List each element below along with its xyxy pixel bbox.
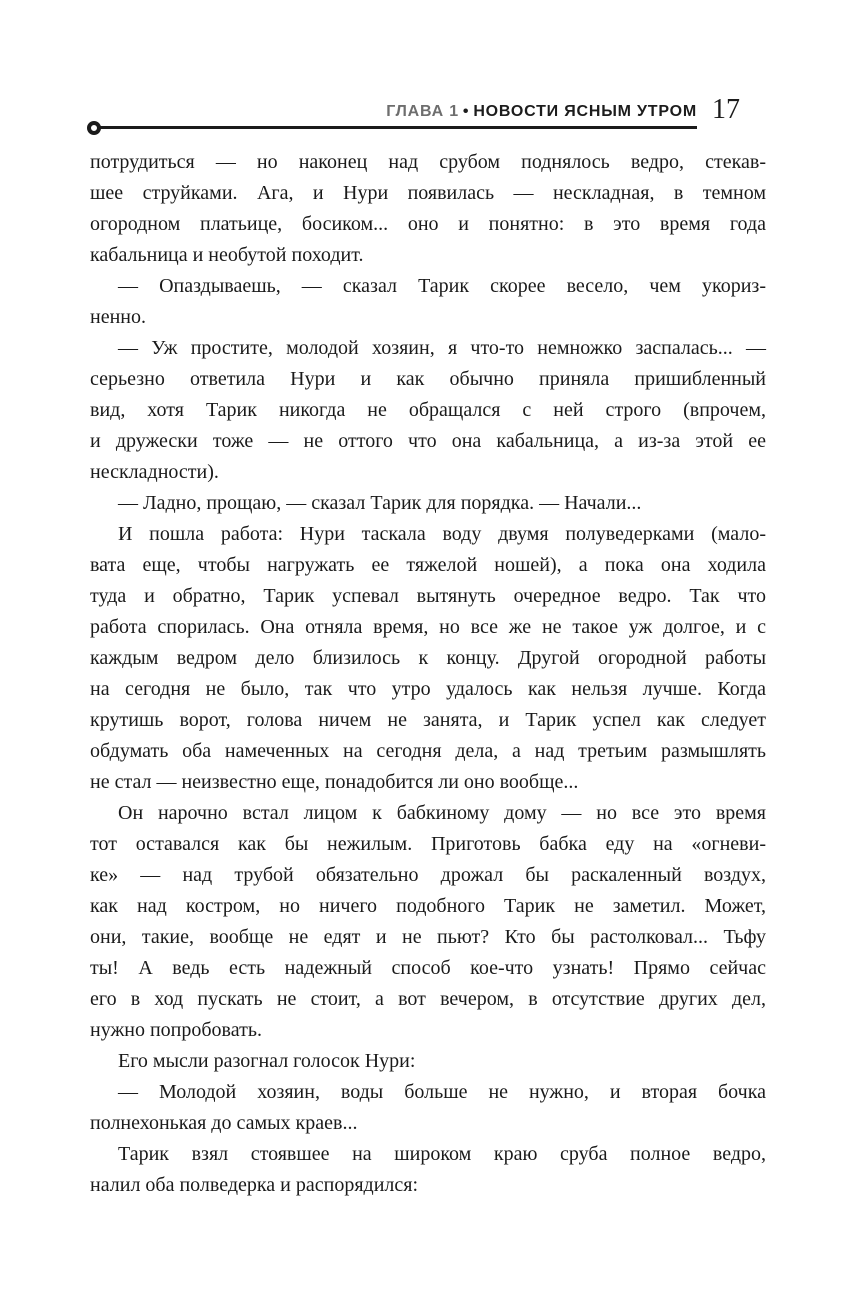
paragraph [90, 147, 766, 271]
text-line: потрудиться — но наконец над срубом поднялось ведро, стекав- [90, 151, 766, 173]
paragraph [90, 488, 766, 519]
text-line: серьезно ответила Нури и как обычно приняла пришибленный [90, 368, 766, 390]
text-line: вид, хотя Тарик никогда не обращался с ней строго (впрочем, [90, 399, 766, 421]
running-head [90, 0, 766, 130]
text-line: нескладности). [90, 461, 219, 483]
text-line: туда и обратно, Тарик успевал вытянуть очередное ведро. Так что [90, 585, 766, 607]
text-line: работа спорилась. Она отняла время, но все же не такое уж долгое, и с [90, 616, 766, 638]
paragraph [90, 1139, 766, 1201]
text-line: как над костром, но ничего подобного Тарик не заметил. Может, [90, 895, 766, 917]
text-line: — Ладно, прощаю, — сказал Тарик для порядка. — Начали... [118, 492, 642, 514]
text-line: вата еще, чтобы нагружать ее тяжелой ношей), а пока она ходила [90, 554, 766, 576]
text-line: Он нарочно встал лицом к бабкиному дому — но все это время [118, 802, 766, 824]
text-line: налил оба полведерка и распорядился: [90, 1174, 419, 1196]
chapter-label: ГЛАВА 1 [386, 103, 459, 120]
paragraph [90, 271, 766, 333]
header-rule [99, 126, 697, 129]
text-line: — Уж простите, молодой хозяин, я что-то немножко заспалась... — [118, 337, 766, 359]
paragraph [90, 519, 766, 798]
text-line: — Молодой хозяин, воды больше не нужно, и вторая бочка [118, 1081, 766, 1103]
running-head-title [386, 103, 697, 121]
text-line: огородном платьице, босиком... оно и понятно: в это время года [90, 213, 766, 235]
text-line: не стал — неизвестно еще, понадобится ли оно вообще... [90, 771, 579, 793]
text-line: крутишь ворот, голова ничем не занята, и Тарик успел как следует [90, 709, 766, 731]
text-line: ке» — над трубой обязательно дрожал бы раскаленный воздух, [90, 864, 766, 886]
page-number: 17 [712, 94, 740, 125]
text-line: каждым ведром дело близилось к концу. Другой огородной работы [90, 647, 766, 669]
bullet-separator-icon: • [462, 103, 470, 120]
text-line: — Опаздываешь, — сказал Тарик скорее весело, чем укориз- [118, 275, 766, 297]
paragraph [90, 333, 766, 488]
header-ring-icon [87, 121, 101, 135]
paragraph [90, 1077, 766, 1139]
text-column [90, 0, 766, 1201]
text-line: Тарик взял стоявшее на широком краю сруба полное ведро, [118, 1143, 766, 1165]
text-line: обдумать оба намеченных на сегодня дела, а над третьим размышлять [90, 740, 766, 762]
text-line: Его мысли разогнал голосок Нури: [118, 1050, 416, 1072]
text-line: на сегодня не было, так что утро удалось как нельзя лучше. Когда [90, 678, 766, 700]
text-line: полнехонькая до самых краев... [90, 1112, 358, 1134]
paragraph [90, 798, 766, 1046]
text-line: И пошла работа: Нури таскала воду двумя полуведерками (мало- [118, 523, 766, 545]
text-line: его в ход пускать не стоит, а вот вечером, в отсутствие других дел, [90, 988, 766, 1010]
text-line: тот оставался как бы нежилым. Приготовь бабка еду на «огневи- [90, 833, 766, 855]
text-line: нужно попробовать. [90, 1019, 262, 1041]
chapter-title: НОВОСТИ ЯСНЫМ УТРОМ [473, 103, 697, 120]
text-line: ненно. [90, 306, 146, 328]
page-body [90, 147, 766, 1201]
text-line: ты! А ведь есть надежный способ кое-что узнать! Прямо сейчас [90, 957, 766, 979]
text-line: они, такие, вообще не едят и не пьют? Кто бы растолковал... Тьфу [90, 926, 766, 948]
text-line: и дружески тоже — не оттого что она кабальница, а из-за этой ее [90, 430, 766, 452]
text-line: кабальница и необутой походит. [90, 244, 364, 266]
text-line: шее струйками. Ага, и Нури появилась — нескладная, в темном [90, 182, 766, 204]
paragraph [90, 1046, 766, 1077]
